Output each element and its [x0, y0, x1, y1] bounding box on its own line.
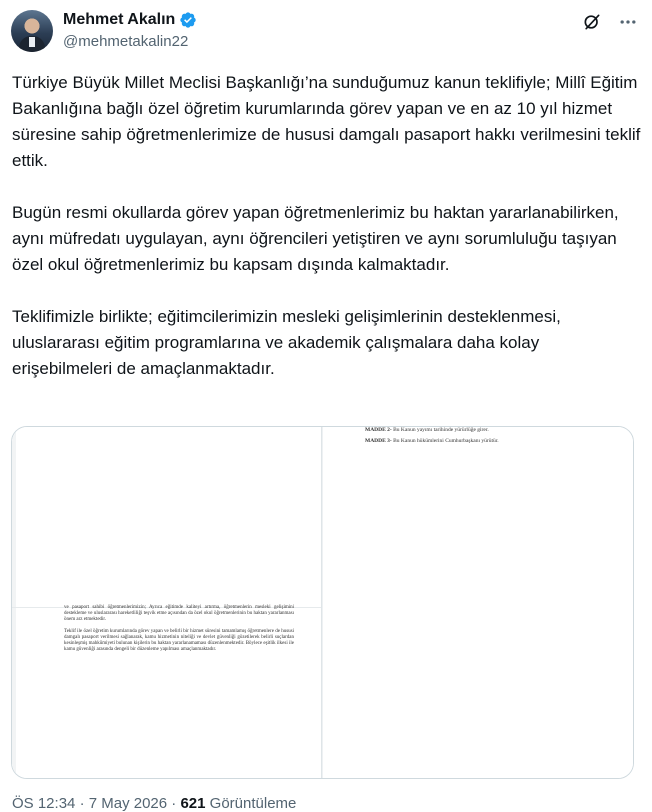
tweet-media[interactable]: [11, 426, 634, 779]
document-paragraph: ve pasaport sahibi öğretmenlerimizin; Ayrıca eğitimde kaliteyi artırma, öğretmenlerin mesleki gelişimini destekleme ve uluslararası hareketliliği teşvik etme açısından da özel okul öğretmenlerinin bu haktan yararlanması önem arz etmektedir.: [64, 605, 294, 623]
tweet-paragraph: Teklifimizle birlikte; eğitimcilerimizin mesleki gelişimlerinin desteklenmesi, uluslararası eğitim programlarına ve akademik çalışmalara daha kolay erişebilmeleri de amaçlanmaktadır.: [12, 307, 561, 378]
meta-separator: ·: [171, 795, 177, 812]
page-edge: [12, 427, 16, 778]
grok-icon[interactable]: [582, 12, 602, 32]
article-text: Bu Kanun hükümlerini Cumhurbaşkanı yürütür.: [393, 438, 499, 444]
author-handle[interactable]: @mehmetakalin22: [63, 33, 189, 50]
tweet-time[interactable]: ÖS 12:34: [12, 795, 76, 812]
document-text-right: [365, 427, 499, 449]
document-page-right[interactable]: [322, 427, 633, 778]
document-paragraph: Teklif ile özel öğretim kurumlarında görev yapan ve belirli bir hizmet süresini tamamlamış öğretmenlere de hususi damgalı pasaport verilmesi sağlanarak, kamu hizmetinin niteliği ve devlet güvenliği gözetilerek belirli suçlardan kesinleşmiş mahkûmiyeti bulunan kişilerin bu haktan yararlanamaması düzenlenmektedir. Böylece eşitlik ilkesi ile kamu güvenliği arasında dengeli bir düzenleme yapılması amaçlanmaktadır.: [64, 628, 294, 653]
views-count: 621: [180, 795, 206, 812]
avatar[interactable]: [11, 10, 53, 52]
document-article: [365, 438, 499, 444]
tweet-text: [12, 70, 642, 382]
document-page-left[interactable]: [12, 427, 322, 778]
article-label: MADDE 3-: [365, 438, 392, 444]
avatar-shirt: [29, 37, 35, 47]
tweet-paragraph: Bugün resmi okullarda görev yapan öğretmenlerimiz bu haktan yararlanabilirken, aynı müfredatı uygulayan, aynı öğrencileri yetiştiren ve aynı sorumluluğu taşıyan özel okul öğretmenlerimiz bu kapsam dışında kalmaktadır.: [12, 203, 619, 274]
tweet-paragraph: Türkiye Büyük Millet Meclisi Başkanlığı’na sunduğumuz kanun teklifiyle; Millî Eğitim Bakanlığına bağlı özel öğretim kurumlarında görev yapan ve en az 10 yıl hizmet süresine sahip öğretmenlerimize de hususi damgalı pasaport hakkı verilmesini teklif ettik.: [12, 73, 641, 170]
meta-separator: ·: [79, 795, 85, 812]
author-name-row: [63, 11, 197, 29]
article-label: MADDE 2-: [365, 427, 392, 433]
tweet-date[interactable]: 7 May 2026: [88, 795, 168, 812]
author-display-name[interactable]: Mehmet Akalın: [63, 11, 176, 28]
document-text-left: [64, 605, 294, 658]
more-icon[interactable]: [618, 12, 638, 32]
tweet-meta: [12, 795, 296, 812]
tweet-actions-top: [582, 12, 638, 32]
verified-badge-icon: [179, 11, 197, 29]
article-text: Bu Kanun yayımı tarihinde yürürlüğe girer.: [393, 427, 489, 433]
document-article: [365, 427, 499, 433]
views-label: Görüntüleme: [209, 795, 297, 812]
